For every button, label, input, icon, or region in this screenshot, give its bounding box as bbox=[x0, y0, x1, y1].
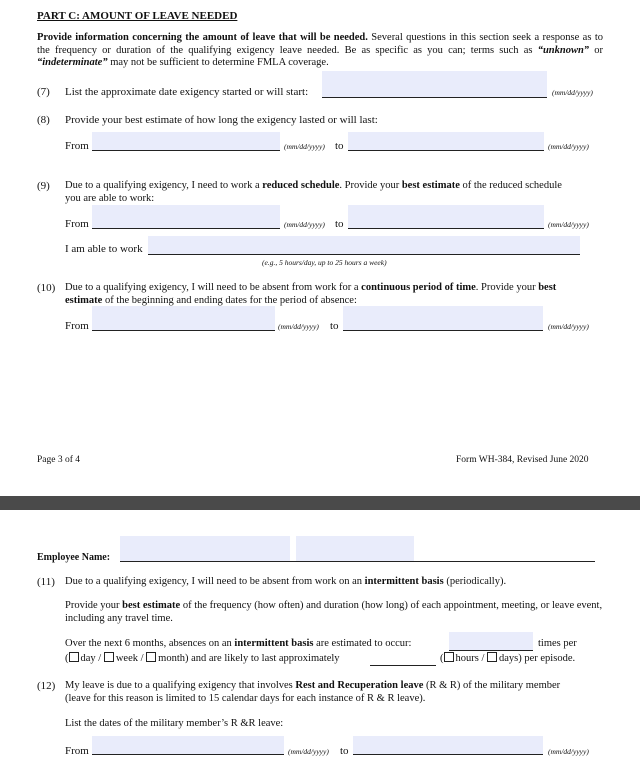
employee-name-line bbox=[120, 561, 595, 562]
q11-period-options: ( day / week / month) and are likely to last approximately bbox=[65, 653, 340, 664]
q10-from-label: From bbox=[65, 320, 89, 332]
days-checkbox[interactable] bbox=[487, 652, 497, 662]
q12-from-input[interactable] bbox=[92, 736, 284, 755]
q9-to-format: (mm/dd/yyyy) bbox=[548, 220, 589, 229]
q8-from-label: From bbox=[65, 140, 89, 152]
q12-to-format: (mm/dd/yyyy) bbox=[548, 747, 589, 756]
q9-from-label: From bbox=[65, 218, 89, 230]
q10-from-format: (mm/dd/yyyy) bbox=[278, 322, 319, 331]
q11-number: (11) bbox=[37, 576, 55, 588]
q7-text: List the approximate date exigency started or will start: bbox=[65, 86, 309, 98]
q10-text: Due to a qualifying exigency, I will need to be absent from work for a continuous period of time. Provide your best estimate of the beginning and ending dates for the period of absence: bbox=[65, 282, 557, 306]
q9-from-input[interactable] bbox=[92, 205, 280, 229]
q12-text: My leave is due to a qualifying exigency that involves Rest and Recuperation leave (R & R) of the military member (leave for this reason is limited to 15 calendar days for each instance of R & R leave). bbox=[65, 680, 561, 704]
q11-duration-input[interactable] bbox=[370, 650, 436, 666]
q9-example: (e.g., 5 hours/day, up to 25 hours a week) bbox=[262, 258, 387, 267]
q7-format: (mm/dd/yyyy) bbox=[552, 88, 593, 97]
page-number: Page 3 of 4 bbox=[37, 455, 81, 465]
q11-occur-text: Over the next 6 months, absences on an intermittent basis are estimated to occur: bbox=[65, 638, 412, 649]
q11-estimate-text: Provide your best estimate of the frequency (how often) and duration (how long) of each appointment, meeting, or leave event, including any travel time. bbox=[65, 600, 603, 624]
q12-list-text: List the dates of the military member’s R &R leave: bbox=[65, 718, 284, 729]
form-id: Form WH-384, Revised June 2020 bbox=[456, 455, 589, 465]
q10-to-input[interactable] bbox=[343, 306, 543, 331]
q9-to-input[interactable] bbox=[348, 205, 544, 229]
q12-to-input[interactable] bbox=[353, 736, 543, 755]
q10-number: (10) bbox=[37, 282, 56, 294]
q8-to-label: to bbox=[335, 140, 344, 152]
q10-to-label: to bbox=[330, 320, 339, 332]
q7-date-input[interactable] bbox=[322, 71, 547, 98]
employee-last-name-input[interactable] bbox=[296, 536, 414, 561]
q11-frequency-input[interactable] bbox=[449, 632, 533, 651]
q9-schedule-input[interactable] bbox=[148, 236, 580, 255]
q8-number: (8) bbox=[37, 114, 50, 126]
q12-to-label: to bbox=[340, 745, 349, 757]
q8-text: Provide your best estimate of how long the exigency lasted or will last: bbox=[65, 114, 378, 126]
q10-from-input[interactable] bbox=[92, 306, 275, 331]
q11-duration-options: ( hours / days) per episode. bbox=[440, 653, 576, 664]
section-title: PART C: AMOUNT OF LEAVE NEEDED bbox=[37, 10, 238, 22]
q8-from-format: (mm/dd/yyyy) bbox=[284, 142, 325, 151]
section-intro: Provide information concerning the amount of leave that will be needed. Several questions in this section seek a response as to the frequency or duration of the qualifying exigency leave needed. Be as specific as you can; terms such as “unknown” or “indeterminate” may not be sufficient to determine FMLA coverage. bbox=[37, 32, 604, 68]
q10-to-format: (mm/dd/yyyy) bbox=[548, 322, 589, 331]
q8-from-input[interactable] bbox=[92, 132, 280, 151]
q9-to-label: to bbox=[335, 218, 344, 230]
q11-text: Due to a qualifying exigency, I will need to be absent from work on an intermittent basis (periodically). bbox=[65, 576, 507, 587]
q8-to-input[interactable] bbox=[348, 132, 544, 151]
employee-first-name-input[interactable] bbox=[120, 536, 290, 561]
week-checkbox[interactable] bbox=[104, 652, 114, 662]
page-4 bbox=[0, 510, 640, 772]
employee-name-label: Employee Name: bbox=[37, 552, 111, 563]
month-checkbox[interactable] bbox=[146, 652, 156, 662]
q9-able-label: I am able to work bbox=[65, 243, 143, 255]
q8-to-format: (mm/dd/yyyy) bbox=[548, 142, 589, 151]
q9-from-format: (mm/dd/yyyy) bbox=[284, 220, 325, 229]
q12-number: (12) bbox=[37, 680, 56, 692]
page-separator bbox=[0, 496, 640, 510]
q11-times-per: times per bbox=[538, 638, 577, 649]
q9-text: Due to a qualifying exigency, I need to work a reduced schedule. Provide your best estimate of the reduced schedule you are able to work: bbox=[65, 180, 562, 204]
q9-number: (9) bbox=[37, 180, 50, 192]
day-checkbox[interactable] bbox=[69, 652, 79, 662]
q12-from-label: From bbox=[65, 745, 89, 757]
q7-number: (7) bbox=[37, 86, 50, 98]
hours-checkbox[interactable] bbox=[444, 652, 454, 662]
q12-from-format: (mm/dd/yyyy) bbox=[288, 747, 329, 756]
